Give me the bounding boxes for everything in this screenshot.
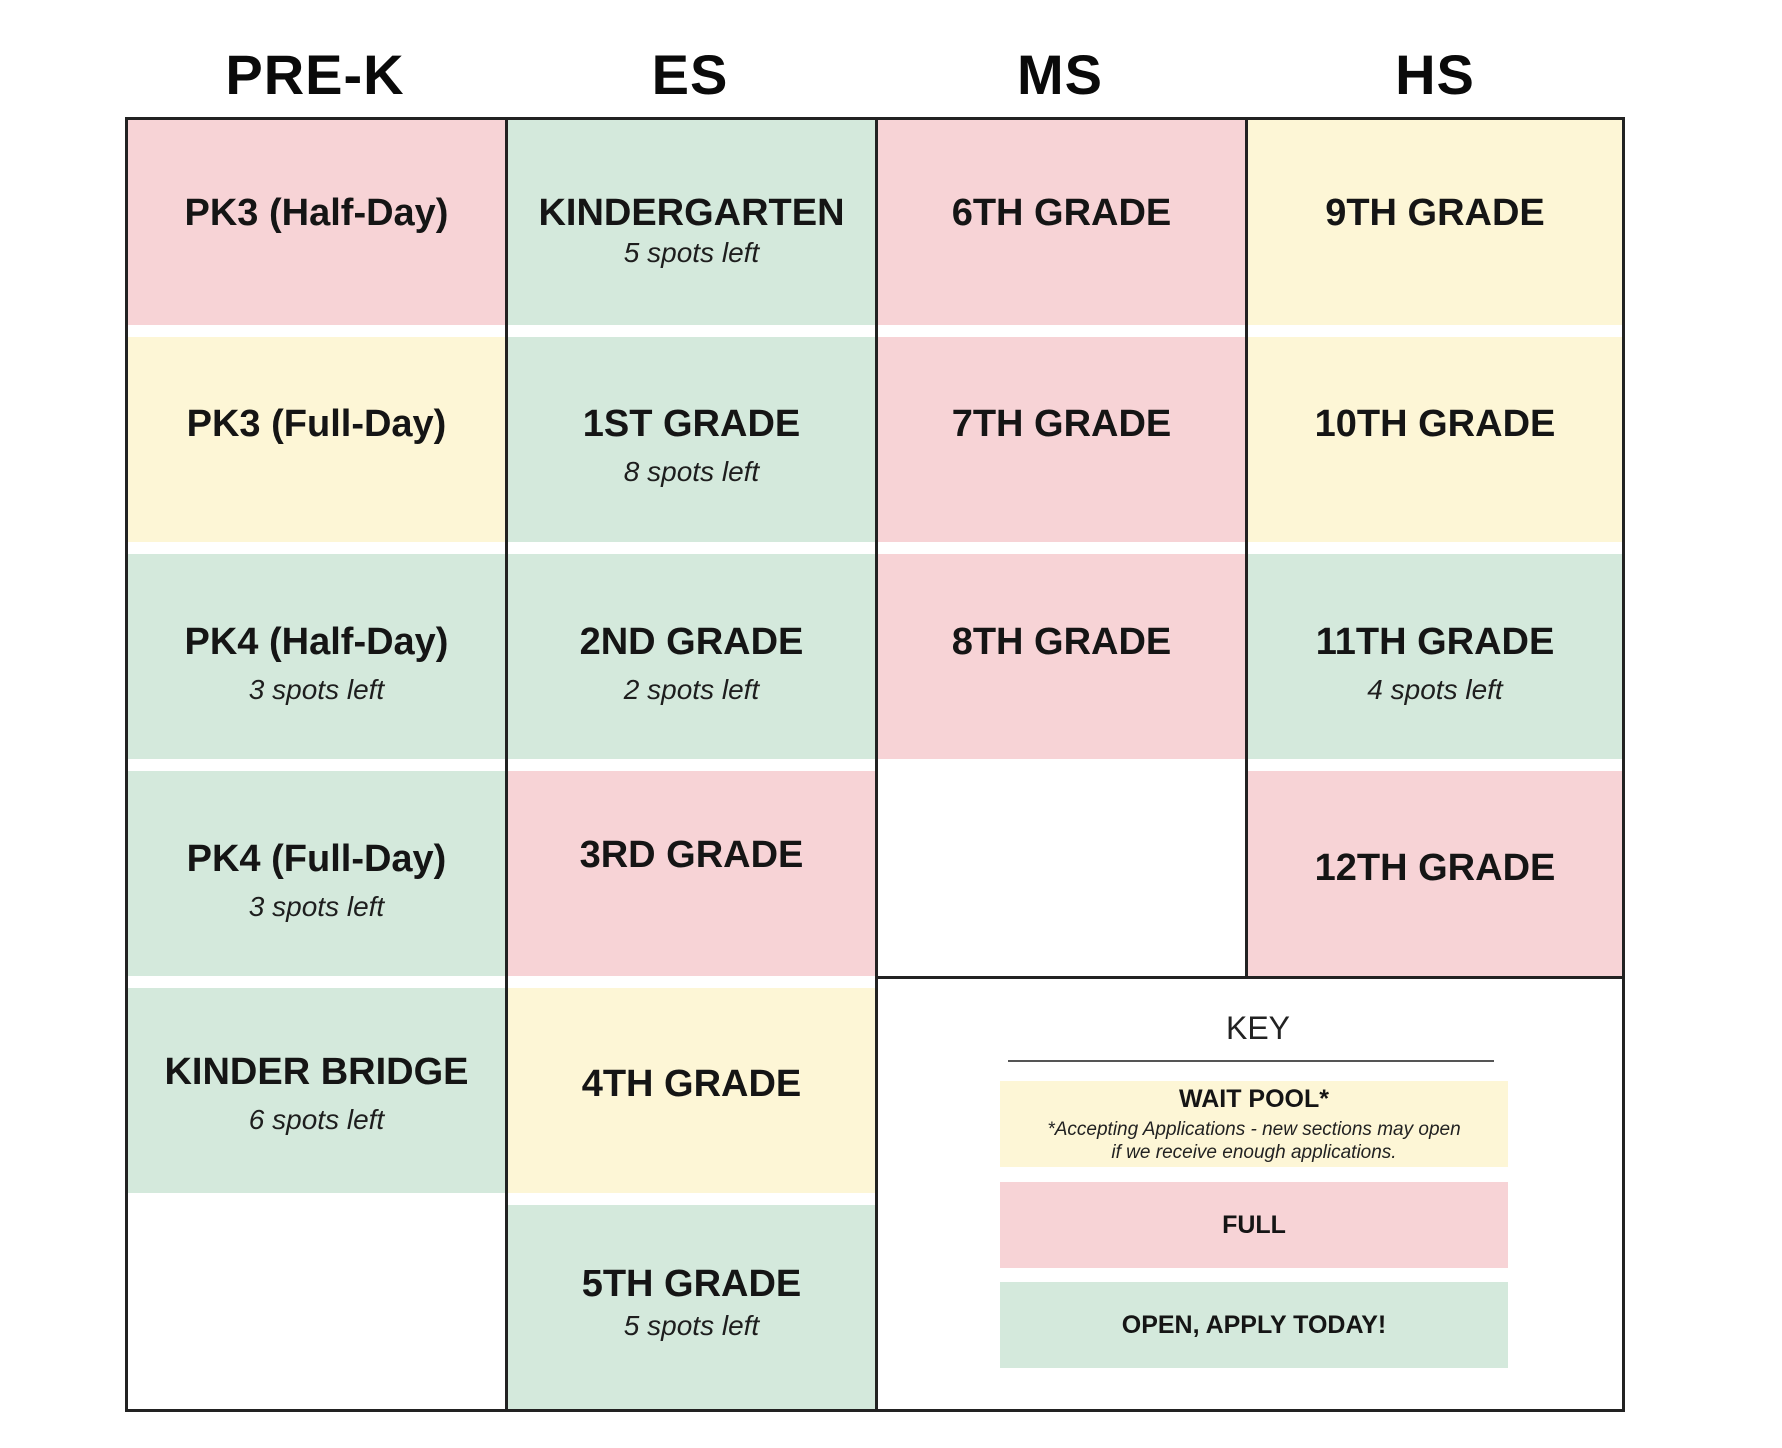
cell-1st-grade: [508, 337, 875, 542]
cell-pk3-full-day: [128, 337, 505, 542]
cell-name: 1ST GRADE: [582, 403, 801, 445]
key-wait-pool-note-line2: if we receive enough applications.: [1111, 1141, 1397, 1163]
spots-left-text: 3 spots left: [248, 674, 385, 705]
key-open: [1000, 1282, 1508, 1368]
cell-name: 3RD GRADE: [579, 834, 804, 876]
cell-name: 6TH GRADE: [951, 192, 1172, 234]
cell-kinder-bridge: [128, 988, 505, 1193]
spots-left-text: 6 spots left: [248, 1104, 385, 1135]
cell-3rd-grade: [508, 771, 875, 976]
header-hs: HS: [1395, 43, 1475, 106]
key-section-divider: [875, 976, 1625, 979]
cell-pk4-full-day: [128, 771, 505, 976]
header-prek: PRE-K: [225, 43, 405, 106]
cell-pk3-half-day: [128, 120, 505, 325]
spots-left-text: 4 spots left: [1367, 674, 1503, 705]
cell-name: 7TH GRADE: [951, 403, 1172, 445]
cell-name: KINDERGARTEN: [538, 192, 845, 234]
cell-name: PK3 (Full-Day): [186, 403, 447, 445]
cell-name: 11TH GRADE: [1315, 621, 1555, 663]
key-title: KEY: [1225, 1010, 1291, 1046]
cell-9th-grade: [1248, 120, 1622, 325]
header-ms: MS: [1017, 43, 1103, 106]
cell-name: 5TH GRADE: [581, 1263, 802, 1305]
spots-left-text: 5 spots left: [623, 1310, 760, 1341]
cell-name: KINDER BRIDGE: [164, 1051, 469, 1093]
cell-name: 12TH GRADE: [1314, 847, 1556, 889]
cell-pk4-half-day: [128, 554, 505, 759]
header-es: ES: [651, 43, 729, 106]
cell-name: 2ND GRADE: [579, 621, 804, 663]
column-divider-prek-es: [505, 117, 508, 1412]
cell-5th-grade: [508, 1205, 875, 1409]
cell-name: PK3 (Half-Day): [184, 192, 449, 234]
cell-11th-grade: [1248, 554, 1622, 759]
spots-left-text: 3 spots left: [248, 891, 385, 922]
cell-name: PK4 (Half-Day): [184, 621, 449, 663]
cell-name: 8TH GRADE: [951, 621, 1172, 663]
key-open-label: OPEN, APPLY TODAY!: [1121, 1310, 1387, 1339]
cell-12th-grade: [1248, 771, 1622, 976]
cell-name: PK4 (Full-Day): [186, 838, 447, 880]
cell-6th-grade: [878, 120, 1245, 325]
cell-2nd-grade: [508, 554, 875, 759]
cell-7th-grade: [878, 337, 1245, 542]
key-wait-pool-note-line1: *Accepting Applications - new sections may open: [1047, 1118, 1461, 1140]
cell-name: 9TH GRADE: [1325, 192, 1545, 234]
cell-name: 4TH GRADE: [581, 1063, 802, 1105]
column-divider-ms-hs: [1245, 117, 1248, 979]
spots-left-text: 8 spots left: [623, 456, 760, 487]
cell-8th-grade: [878, 554, 1245, 759]
cell-name: 10TH GRADE: [1314, 403, 1556, 445]
key-underline: [1008, 1060, 1494, 1062]
cell-kindergarten: [508, 120, 875, 325]
key-wait-pool-label: WAIT POOL*: [1179, 1084, 1329, 1113]
key-full: [1000, 1182, 1508, 1268]
key-full-label: FULL: [1222, 1210, 1286, 1239]
spots-left-text: 2 spots left: [623, 674, 760, 705]
cell-4th-grade: [508, 988, 875, 1193]
cell-10th-grade: [1248, 337, 1622, 542]
column-divider-es-ms: [875, 117, 878, 1412]
spots-left-text: 5 spots left: [623, 237, 760, 268]
key-wait-pool: [1000, 1081, 1508, 1167]
